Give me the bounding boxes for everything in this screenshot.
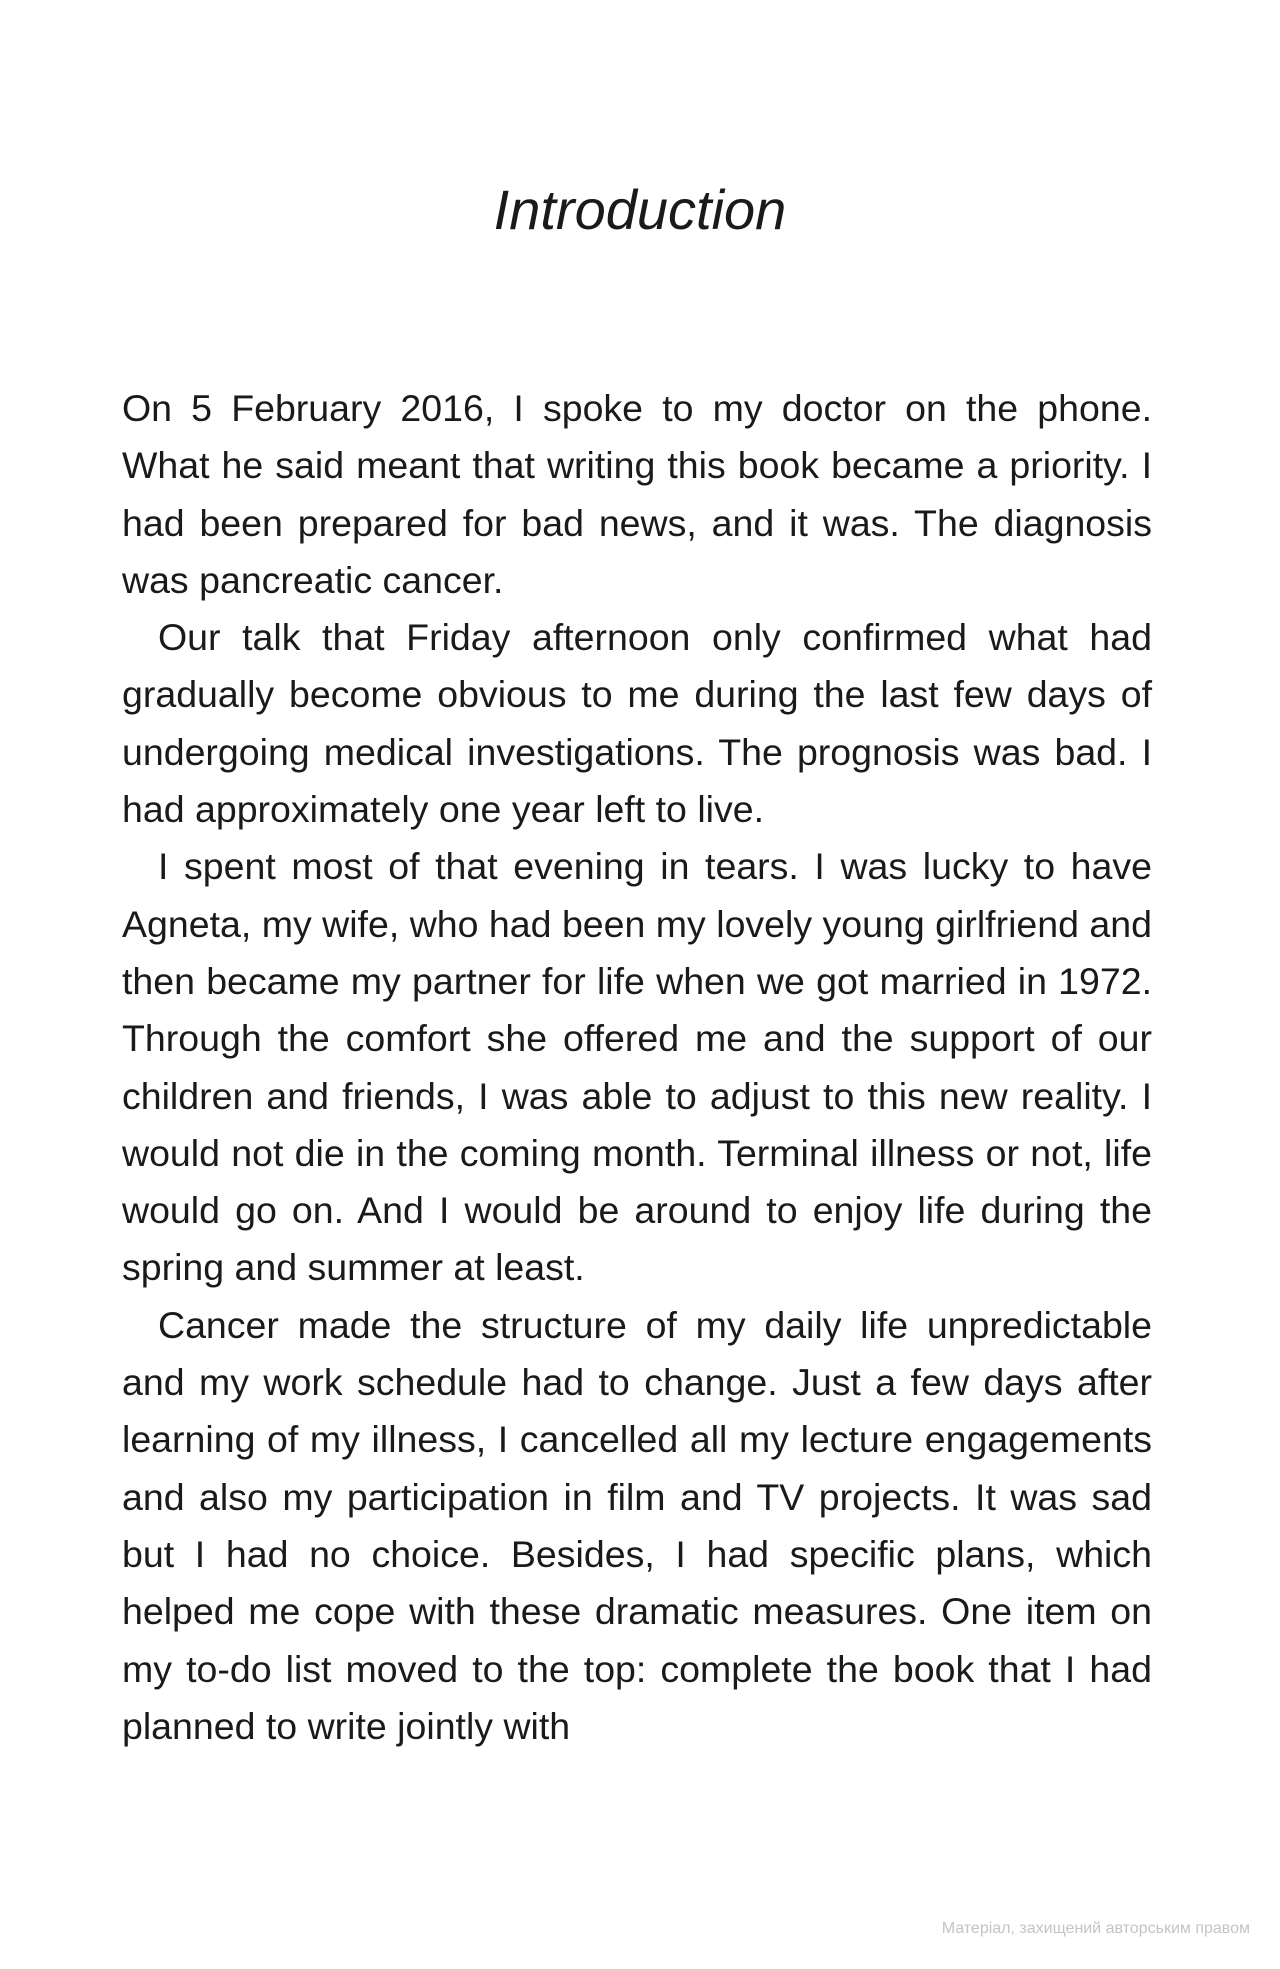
chapter-body (122, 380, 1152, 1755)
copyright-watermark: Матеріал, захищений авторським правом (941, 1920, 1250, 1937)
paragraph-2: Our talk that Friday afternoon only confirmed what had gradually become obvious to me during the last few days of undergoing medical investigations. The prognosis was bad. I had approximately one year left to live. (122, 616, 1152, 831)
paragraph-3: I spent most of that evening in tears. I was lucky to have Agneta, my wife, who had been my lovely young girlfriend and then became my partner for life when we got married in 1972. Through the comfort she offered me and the support of our children and friends, I was able to adjust to this new reality. I would not die in the coming month. Terminal illness or not, life would go on. And I would be around to enjoy life during the spring and summer at least. (122, 845, 1152, 1289)
chapter-title: Introduction (493, 178, 787, 241)
paragraph-1: On 5 February 2016, I spoke to my doctor on the phone. What he said meant that writing this book became a priority. I had been prepared for bad news, and it was. The diagnosis was pancreatic cancer. (122, 387, 1152, 601)
paragraph-4: Cancer made the structure of my daily life unpredictable and my work schedule had to change. Just a few days after learning of my illness, I cancelled all my lecture engagements and also my participation in film and TV projects. It was sad but I had no choice. Besides, I had specific plans, which helped me cope with these dramatic measures. One item on my to-do list moved to the top: complete the book that I had planned to write jointly with (122, 1303, 1152, 1747)
